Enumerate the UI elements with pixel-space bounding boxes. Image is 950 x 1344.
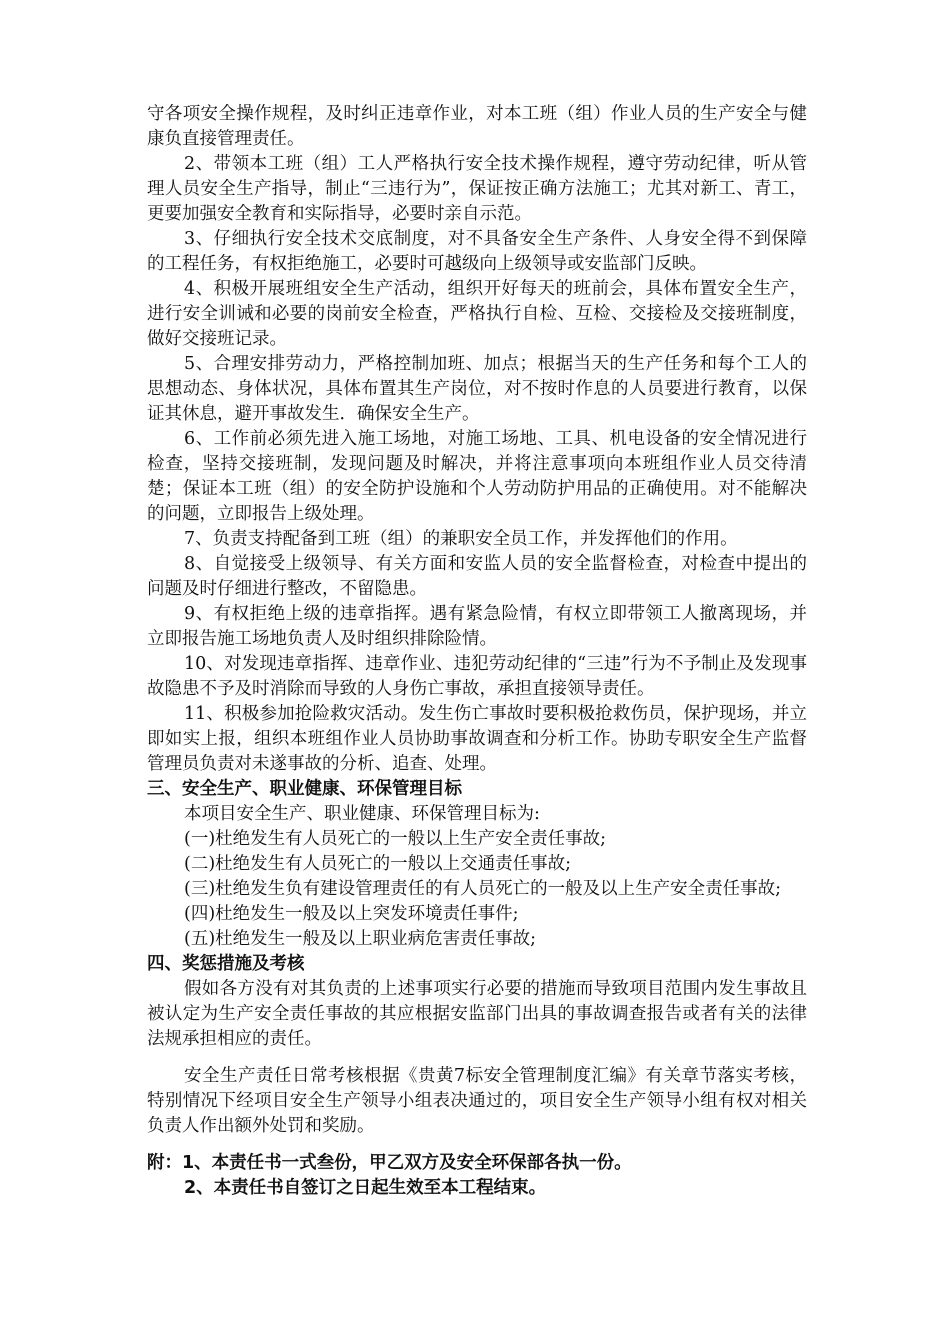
target-item: (五)杜绝发生一般及以上职业病危害责任事故; [184, 929, 537, 949]
target-item: (四)杜绝发生一般及以上突发环境责任事件; [184, 904, 519, 924]
duty-item: 6、工作前必须先进入施工场地，对施工场地、工具、机电设备的安全情况进行检查，坚持交接班制，发现问题及时解决，并将注意事项向本班组作业人员交待清楚；保证本工班（组）的安全防护设施和个人劳动防护用品的正确使用。对不能解决的问题，立即报告上级处理。 [147, 429, 807, 524]
target-item: (三)杜绝发生负有建设管理责任的有人员死亡的一般及以上生产安全责任事故; [184, 879, 782, 899]
duty-item: 3、仔细执行安全技术交底制度，对不具备安全生产条件、人身安全得不到保障的工程任务，有权拒绝施工，必要时可越级向上级领导或安监部门反映。 [147, 229, 807, 274]
section-paragraph: 安全生产责任日常考核根据《贵黄7标安全管理制度汇编》有关章节落实考核，特别情况下经项目安全生产领导小组表决通过的，项目安全生产领导小组有权对相关负责人作出额外处罚和奖励。 [147, 1066, 807, 1136]
duty-item: 9、有权拒绝上级的违章指挥。遇有紧急险情，有权立即带领工人撤离现场，并立即报告施工场地负责人及时组织排除险情。 [147, 604, 807, 649]
section-heading: 三、安全生产、职业健康、环保管理目标 [147, 779, 462, 799]
attachment-line: 2、本责任书自签订之日起生效至本工程结束。 [184, 1178, 547, 1198]
duty-continuation: 守各项安全操作规程，及时纠正违章作业，对本工班（组）作业人员的生产安全与健康负直接管理责任。 [147, 104, 807, 149]
section-intro: 本项目安全生产、职业健康、环保管理目标为: [184, 804, 540, 824]
document-page [147, 102, 807, 1201]
duty-item: 2、带领本工班（组）工人严格执行安全技术操作规程，遵守劳动纪律，听从管理人员安全生产指导，制止“三违行为”，保证按正确方法施工；尤其对新工、青工，更要加强安全教育和实际指导，必要时亲自示范。 [147, 154, 807, 224]
duty-item: 5、合理安排劳动力，严格控制加班、加点；根据当天的生产任务和每个工人的思想动态、身体状况，具体布置其生产岗位，对不按时作息的人员要进行教育，以保证其休息，避开事故发生．确保安全生产。 [147, 354, 807, 424]
duty-item: 11、积极参加抢险救灾活动。发生伤亡事故时要积极抢救伤员，保护现场，并立即如实上报，组织本班组作业人员协助事故调查和分析工作。协助专职安全生产监督管理员负责对未遂事故的分析、追查、处理。 [147, 704, 807, 774]
section-paragraph: 假如各方没有对其负责的上述事项实行必要的措施而导致项目范围内发生事故且被认定为生产安全责任事故的其应根据安监部门出具的事故调查报告或者有关的法律法规承担相应的责任。 [147, 979, 807, 1049]
target-item: (二)杜绝发生有人员死亡的一般以上交通责任事故; [184, 854, 572, 874]
duty-item: 10、对发现违章指挥、违章作业、违犯劳动纪律的“三违”行为不予制止及发现事故隐患不予及时消除而导致的人身伤亡事故，承担直接领导责任。 [147, 654, 807, 699]
attachment-line: 附：1、本责任书一式叁份，甲乙双方及安全环保部各执一份。 [147, 1153, 632, 1173]
section-heading: 四、奖惩措施及考核 [147, 954, 305, 974]
target-item: (一)杜绝发生有人员死亡的一般以上生产安全责任事故; [184, 829, 607, 849]
duty-item: 7、负责支持配备到工班（组）的兼职安全员工作，并发挥他们的作用。 [184, 529, 738, 549]
duty-item: 4、积极开展班组安全生产活动，组织开好每天的班前会，具体布置安全生产，进行安全训诫和必要的岗前安全检查，严格执行自检、互检、交接检及交接班制度，做好交接班记录。 [147, 279, 807, 349]
duty-item: 8、自觉接受上级领导、有关方面和安监人员的安全监督检查，对检查中提出的问题及时仔细进行整改，不留隐患。 [147, 554, 807, 599]
